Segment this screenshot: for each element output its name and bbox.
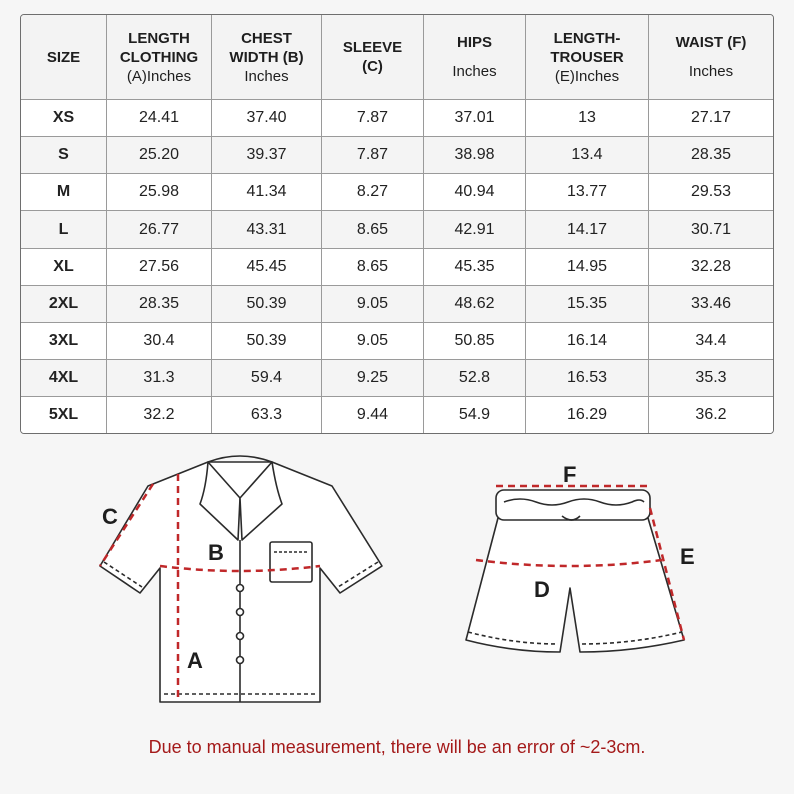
measurement-cell: 42.91 [424,211,526,248]
header-unit: Inches [452,63,497,80]
size-row [21,322,773,359]
size-cell: XL [21,248,107,285]
size-row [21,285,773,322]
length-label: A [187,648,203,673]
measurement-cell: 37.40 [212,100,322,137]
measurement-cell: 33.46 [649,285,774,322]
measurement-cell: 16.53 [526,360,649,397]
measurement-cell: 59.4 [212,360,322,397]
size-cell: M [21,174,107,211]
size-row [21,100,773,137]
measurement-cell: 9.44 [322,397,424,433]
size-chart-table [20,14,774,434]
size-cell: 5XL [21,397,107,433]
header-chest-width [212,15,322,100]
measurement-cell: 45.45 [212,248,322,285]
measurement-cell: 28.35 [649,137,774,174]
size-cell: XS [21,100,107,137]
header-waist [649,15,774,100]
measurement-cell: 9.05 [322,285,424,322]
header-unit: (E)Inches [554,67,620,85]
size-cell: S [21,137,107,174]
shirt-collar-back [208,456,272,462]
measurement-cell: 7.87 [322,100,424,137]
size-cell: 3XL [21,322,107,359]
header-unit: Inches [244,67,289,85]
shirt-pocket [270,542,312,582]
header-line2: WIDTH (B) [229,48,304,66]
shirt-button [237,585,244,592]
header-sleeve [322,15,424,100]
header-line1: HIPS [456,34,492,51]
measurement-cell: 25.98 [107,174,212,211]
measurement-cell: 13.4 [526,137,649,174]
measurement-cell: 38.98 [424,137,526,174]
measurement-cell: 35.3 [649,360,774,397]
measurement-cell: 32.28 [649,248,774,285]
header-row [21,15,773,100]
measurement-cell: 27.17 [649,100,774,137]
measurement-cell: 40.94 [424,174,526,211]
measurement-cell: 50.39 [212,322,322,359]
header-line2: CLOTHING [119,48,199,66]
size-row [21,397,773,433]
size-row [21,360,773,397]
measurement-cell: 39.37 [212,137,322,174]
measurement-cell: 25.20 [107,137,212,174]
measurement-cell: 15.35 [526,285,649,322]
header-line2: TROUSER [550,48,624,66]
header-length-trouser [526,15,649,100]
hips-label: D [534,577,550,602]
measurement-cell: 8.27 [322,174,424,211]
measurement-cell: 28.35 [107,285,212,322]
size-row [21,137,773,174]
measurement-cell: 54.9 [424,397,526,433]
shirt-button [237,633,244,640]
waist-label: F [563,462,577,487]
measurement-cell: 30.71 [649,211,774,248]
measurement-cell: 13.77 [526,174,649,211]
size-cell: 2XL [21,285,107,322]
measurement-cell: 9.25 [322,360,424,397]
size-rows [21,100,773,434]
measurement-cell: 43.31 [212,211,322,248]
header-unit: (A)Inches [126,67,192,85]
measurement-cell: 16.29 [526,397,649,433]
measurement-note: Due to manual measurement, there will be an error of ~2-3cm. [148,737,646,757]
shirt-illustration [100,456,382,702]
measurement-cell: 52.8 [424,360,526,397]
measurement-cell: 13 [526,100,649,137]
measurement-cell: 31.3 [107,360,212,397]
shirt-button [237,609,244,616]
measurement-cell: 48.62 [424,285,526,322]
header-line1: CHEST [241,29,292,47]
header-size [21,15,107,100]
measurement-cell: 14.95 [526,248,649,285]
measurement-cell: 8.65 [322,211,424,248]
header-unit: Inches [688,63,734,80]
measurement-cell: 50.85 [424,322,526,359]
measurement-cell: 29.53 [649,174,774,211]
measurement-cell: 14.17 [526,211,649,248]
measurement-cell: 37.01 [424,100,526,137]
shirt-button [237,657,244,664]
measurement-cell: 45.35 [424,248,526,285]
measurement-cell: 27.56 [107,248,212,285]
header-length-clothing [107,15,212,100]
measurement-cell: 16.14 [526,322,649,359]
measurement-cell: 63.3 [212,397,322,433]
measurement-cell: 8.65 [322,248,424,285]
garment-diagram [0,440,794,730]
size-row [21,248,773,285]
size-chart [21,15,773,433]
size-cell: L [21,211,107,248]
measurement-cell: 24.41 [107,100,212,137]
header-line1: LENGTH- [553,29,621,47]
size-row [21,174,773,211]
measurement-cell: 7.87 [322,137,424,174]
sleeve-label: C [102,504,118,529]
size-row [21,211,773,248]
header-line1: WAIST (F) [675,34,747,51]
measurement-cell: 41.34 [212,174,322,211]
header-line1: LENGTH [128,29,190,47]
shorts-waistband [496,490,650,520]
trouser-length-label: E [680,544,695,569]
measurement-cell: 32.2 [107,397,212,433]
header-line1: SLEEVE [342,39,403,56]
chest-label: B [208,540,224,565]
header-line2: (C) [362,58,383,75]
measurement-cell: 34.4 [649,322,774,359]
measurement-cell: 26.77 [107,211,212,248]
size-cell: 4XL [21,360,107,397]
measurement-cell: 50.39 [212,285,322,322]
header-hips [424,15,526,100]
header-line1: SIZE [46,48,81,66]
measurement-cell: 9.05 [322,322,424,359]
measurement-cell: 30.4 [107,322,212,359]
shorts-body [466,518,684,652]
measurement-cell: 36.2 [649,397,774,433]
